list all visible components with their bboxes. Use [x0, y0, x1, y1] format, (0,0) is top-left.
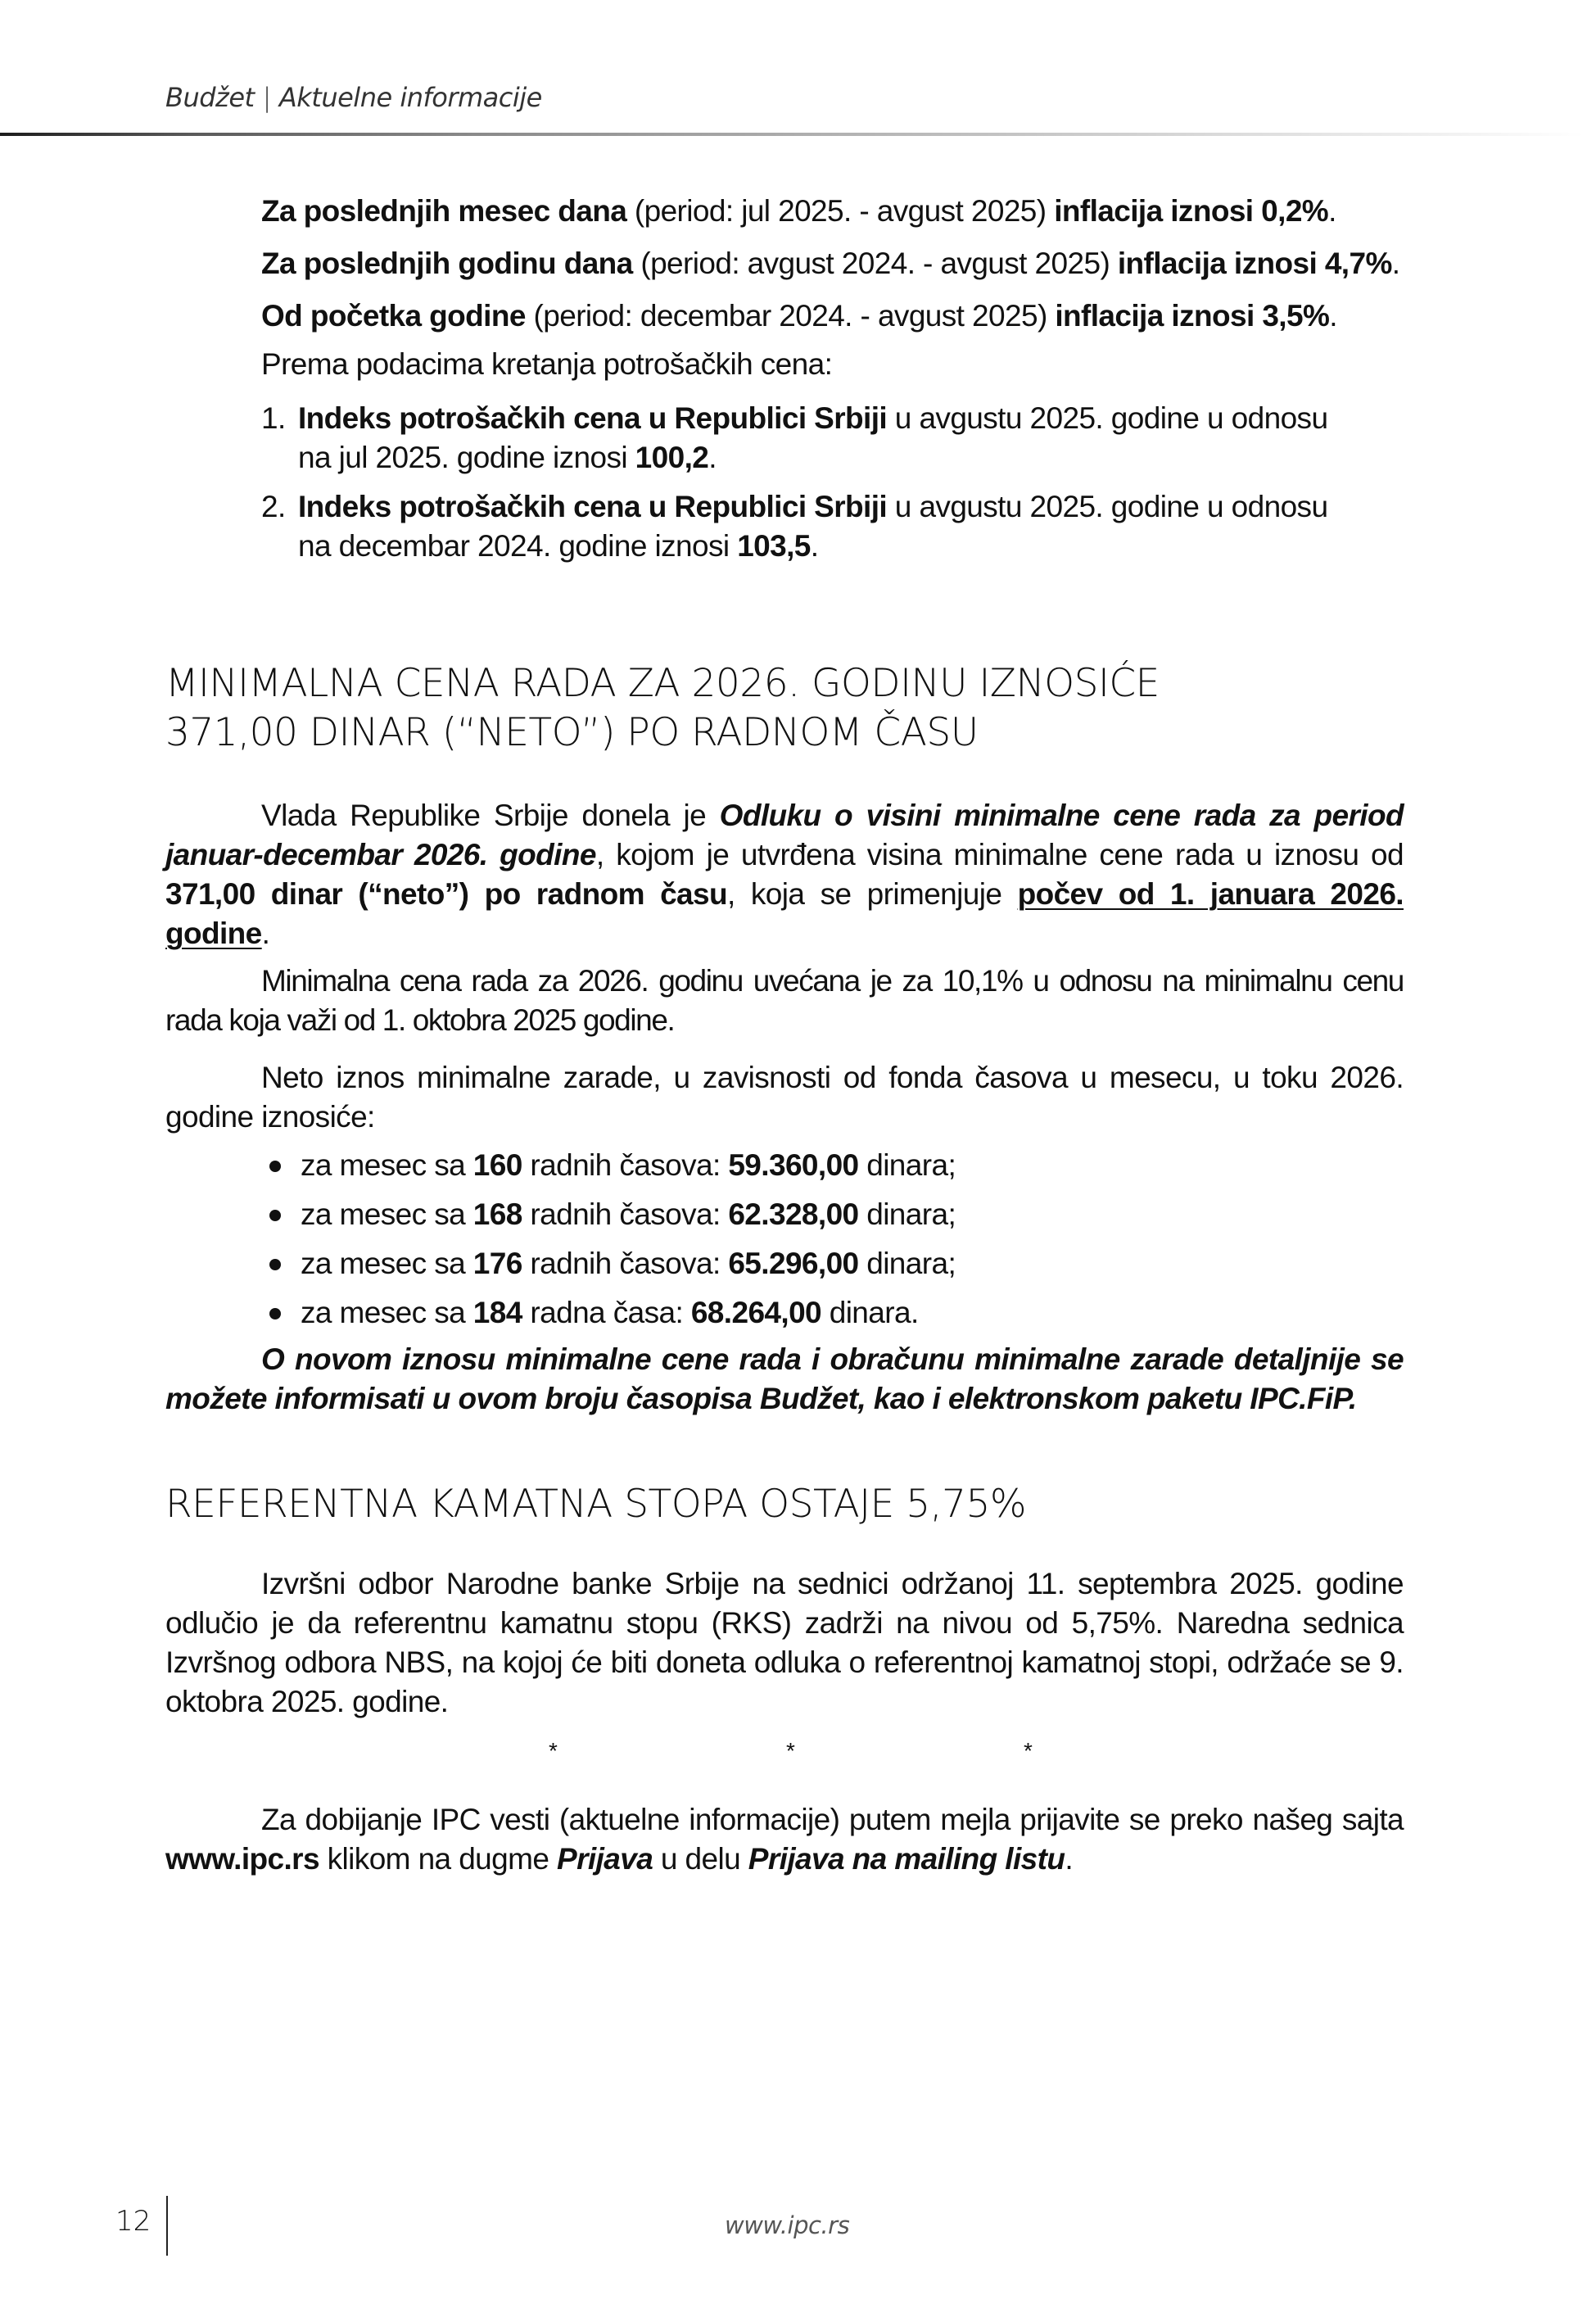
text: , kojom je utvrđena visina minimalne cene rada u iznosu od — [595, 838, 1404, 871]
signup-button-name: Prijava — [557, 1842, 653, 1876]
text: dinara; — [858, 1148, 956, 1182]
text: radnih časova: — [522, 1247, 729, 1280]
punctuation: . — [261, 917, 270, 950]
text: klikom na dugme — [319, 1842, 558, 1876]
hours: 168 — [472, 1197, 522, 1231]
inflation-line — [261, 238, 1404, 290]
amount: 65.296,00 — [728, 1247, 859, 1280]
section-name: Aktuelne informacije — [278, 82, 542, 113]
cpi-list-item — [165, 487, 1404, 566]
running-header — [165, 82, 542, 113]
subscribe-paragraph — [165, 1800, 1404, 1879]
cpi-index-name: Indeks potrošačkih cena u Republici Srbiji — [298, 401, 888, 435]
text: radna časa: — [522, 1296, 691, 1329]
site-link[interactable]: www.ipc.rs — [165, 1842, 319, 1876]
text: u delu — [653, 1842, 748, 1876]
footer-divider — [166, 2196, 168, 2256]
bullet-icon — [269, 1210, 281, 1221]
hours: 176 — [472, 1247, 522, 1280]
list-item — [165, 1288, 1404, 1338]
inflation-lead: Za poslednjih mesec dana — [261, 194, 627, 228]
list-number: 2. — [261, 490, 286, 523]
inflation-line — [261, 290, 1404, 342]
heading-line: 371,00 DINAR (“NETO”) PO RADNOM ČASU — [165, 710, 979, 755]
asterisk: * — [1024, 1738, 1033, 1763]
list-item — [165, 1239, 1404, 1288]
inflation-lead: Za poslednjih godinu dana — [261, 247, 633, 280]
text: dinara; — [858, 1197, 956, 1231]
text: , koja se primenjuje — [727, 877, 1018, 911]
net-amount-intro-paragraph — [165, 1058, 1404, 1137]
paragraph-text: Izvršni odbor Narodne banke Srbije na sednici održanoj 11. septembra 2025. godine odlučio je da referentnu kamatnu stopu (RKS) zadrži na nivou od 5,75%. Naredna sednica Izvršnog odbora NBS, na kojoj će biti doneta odluka o referentnoj kamatnoj stopi, održaće se 9. oktobra 2025. godine. — [165, 1567, 1404, 1718]
minimum-wage-list — [165, 1141, 1404, 1338]
punctuation: . — [708, 441, 717, 474]
cpi-text: u avgustu 2025. godine u odnosu — [887, 490, 1328, 523]
paragraph-text: Minimalna cena rada za 2026. godinu uvećana je za 10,1% u odnosu na minimalnu cenu rada koja važi od 1. oktobra 2025 godine. — [165, 964, 1404, 1037]
header-rule — [0, 133, 1585, 136]
cpi-list — [165, 399, 1404, 566]
text: za mesec sa — [301, 1197, 473, 1231]
minimum-wage-note — [165, 1340, 1404, 1419]
cpi-text: na decembar 2024. godine iznosi — [298, 529, 738, 563]
paragraph-text — [165, 1800, 1404, 1879]
cpi-list-block — [165, 399, 1404, 576]
punctuation: . — [1328, 194, 1336, 228]
text: za mesec sa — [301, 1296, 473, 1329]
list-item — [165, 1141, 1404, 1190]
inflation-result: inflacija iznosi 4,7% — [1117, 247, 1392, 280]
cpi-text: na jul 2025. godine iznosi — [298, 441, 635, 474]
effective-date: počev od 1. januara 2026. godine — [165, 877, 1404, 950]
text: za mesec sa — [301, 1247, 473, 1280]
punctuation: . — [1391, 247, 1400, 280]
list-number: 1. — [261, 401, 286, 435]
inflation-summary — [165, 185, 1404, 342]
note-text: O novom iznosu minimalne cene rada i obračunu minimalne zarade detaljnije se možete informisati u ovom broju časopisa Budžet, kao i elektronskom paketu IPC.FiP. — [165, 1342, 1404, 1415]
inflation-period: (period: jul 2025. - avgust 2025) — [626, 194, 1055, 228]
cpi-intro — [165, 345, 1404, 384]
inflation-lead: Od početka godine — [261, 299, 526, 333]
hours: 184 — [472, 1296, 522, 1329]
text: za mesec sa — [301, 1148, 473, 1182]
text: dinara; — [858, 1247, 956, 1280]
reference-rate-paragraph — [165, 1564, 1404, 1722]
hours: 160 — [472, 1148, 522, 1182]
hourly-amount: 371,00 dinar (“neto”) po radnom času — [165, 877, 728, 911]
cpi-value: 103,5 — [737, 529, 811, 563]
inflation-period: (period: decembar 2024. - avgust 2025) — [525, 299, 1056, 333]
text: radnih časova: — [522, 1197, 729, 1231]
inflation-line — [261, 185, 1404, 238]
cpi-intro-text: Prema podacima kretanja potrošačkih cena: — [261, 347, 833, 381]
inflation-period: (period: avgust 2024. - avgust 2025) — [632, 247, 1118, 280]
paragraph-text: Neto iznos minimalne zarade, u zavisnosti od fonda časova u mesecu, u toku 2026. godine iznosiće: — [165, 1061, 1404, 1134]
heading-line: MINIMALNA CENA RADA ZA 2026. GODINU IZNOSIĆE — [165, 661, 1160, 706]
header-separator: | — [262, 82, 271, 113]
publication-name: Budžet — [165, 82, 255, 113]
bullet-icon — [269, 1161, 281, 1172]
inflation-result: inflacija iznosi 3,5% — [1055, 299, 1330, 333]
footer-url[interactable]: www.ipc.rs — [725, 2211, 850, 2239]
minimum-wage-list-block — [165, 1141, 1404, 1338]
mailing-list-section-name: Prijava na mailing listu — [748, 1842, 1065, 1876]
cpi-text: u avgustu 2025. godine u odnosu — [887, 401, 1328, 435]
section-heading-minimum-wage — [165, 659, 1160, 758]
page-number: 12 — [115, 2205, 151, 2238]
asterisk: * — [549, 1738, 558, 1763]
paragraph-text — [165, 796, 1404, 953]
amount: 62.328,00 — [728, 1197, 859, 1231]
text: Vlada Republike Srbije donela je — [261, 799, 720, 832]
bullet-icon — [269, 1259, 281, 1270]
text: dinara. — [821, 1296, 919, 1329]
punctuation: . — [1329, 299, 1337, 333]
bullet-icon — [269, 1308, 281, 1319]
inflation-result: inflacija iznosi 0,2% — [1054, 194, 1329, 228]
asterisk: * — [786, 1738, 795, 1763]
minimum-wage-paragraph — [165, 796, 1404, 953]
list-item — [165, 1190, 1404, 1239]
cpi-value: 100,2 — [635, 441, 709, 474]
text: Za dobijanje IPC vesti (aktuelne informacije) putem mejla prijavite se preko našeg sajta — [261, 1803, 1404, 1836]
text: radnih časova: — [522, 1148, 729, 1182]
punctuation: . — [810, 529, 819, 563]
amount: 68.264,00 — [690, 1296, 822, 1329]
cpi-index-name: Indeks potrošačkih cena u Republici Srbiji — [298, 490, 888, 523]
decision-title: Odluku o visini minimalne cene rada za period januar-decembar 2026. godine — [165, 799, 1404, 871]
section-separator — [0, 1738, 1596, 1771]
punctuation: . — [1065, 1842, 1074, 1876]
minimum-wage-increase-paragraph — [165, 962, 1404, 1040]
section-heading-reference-rate: REFERENTNA KAMATNA STOPA OSTAJE 5,75% — [165, 1482, 1027, 1527]
cpi-list-item — [165, 399, 1404, 478]
amount: 59.360,00 — [728, 1148, 859, 1182]
